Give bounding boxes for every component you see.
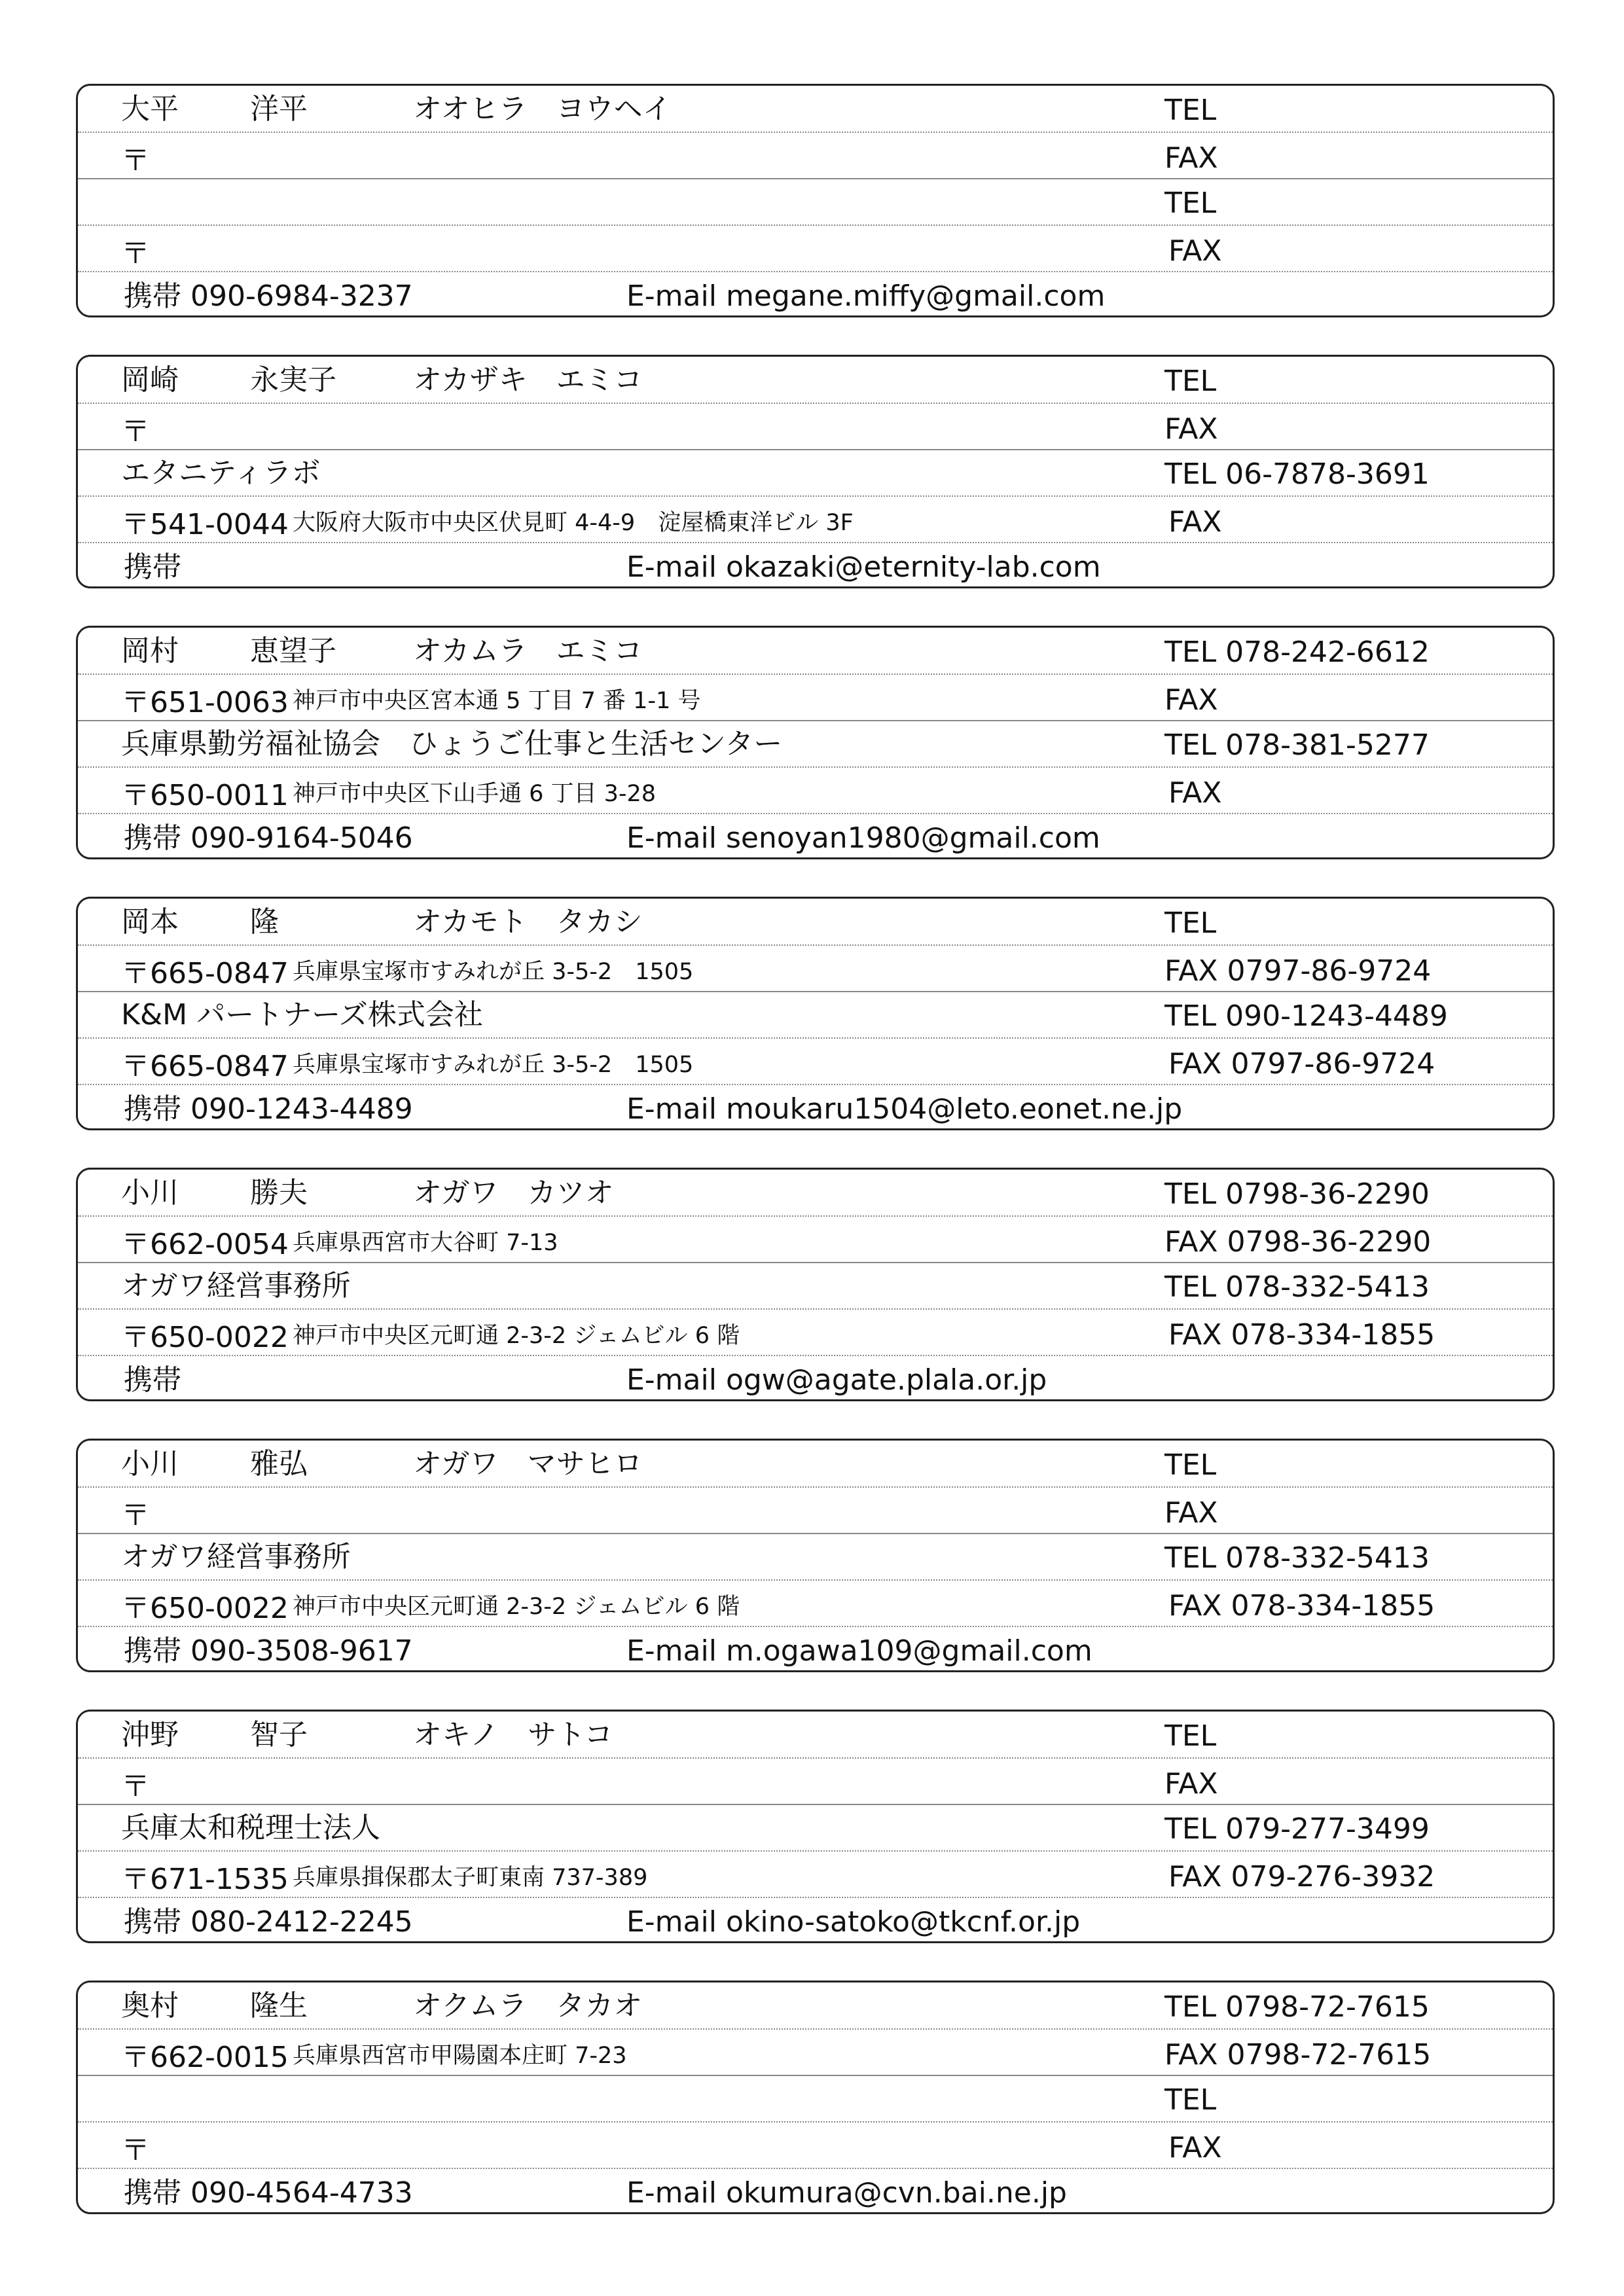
name-row bbox=[78, 628, 1553, 673]
name-kana: オクムラ タカオ bbox=[413, 1989, 643, 2022]
home-address: 兵庫県西宮市大谷町 7-13 bbox=[293, 1230, 558, 1256]
given-name: 智子 bbox=[250, 1718, 308, 1751]
work-tel: TEL bbox=[1164, 187, 1217, 220]
given-name: 雅弘 bbox=[250, 1447, 308, 1480]
home-tel: TEL bbox=[1164, 906, 1217, 940]
mobile-number: 携帯 090-4564-4733 bbox=[124, 2176, 413, 2210]
home-fax: FAX 0797-86-9724 bbox=[1164, 954, 1432, 988]
contact-card bbox=[76, 1439, 1555, 1672]
mobile-number: 携帯 080-2412-2245 bbox=[124, 1905, 413, 1939]
work-zip: 〒671-1535 bbox=[121, 1863, 289, 1896]
home-fax: FAX bbox=[1164, 412, 1218, 446]
contact-card bbox=[76, 84, 1555, 317]
mobile-number: 携帯 bbox=[124, 1363, 181, 1397]
given-name: 勝夫 bbox=[250, 1176, 308, 1210]
family-name: 岡本 bbox=[121, 905, 179, 939]
company-row bbox=[78, 992, 1553, 1037]
contact-card bbox=[76, 355, 1555, 588]
family-name: 大平 bbox=[121, 92, 179, 126]
company-name: エタニティラボ bbox=[121, 456, 321, 490]
name-kana: オオヒラ ヨウヘイ bbox=[413, 92, 672, 126]
mobile-number: 携帯 bbox=[124, 550, 181, 584]
company-name: K&M パートナーズ株式会社 bbox=[121, 998, 483, 1031]
home-zip: 〒662-0015 bbox=[121, 2041, 289, 2074]
home-tel: TEL 0798-36-2290 bbox=[1164, 1177, 1430, 1211]
work-address-row bbox=[78, 767, 1553, 812]
mobile-number: 携帯 090-1243-4489 bbox=[124, 1092, 413, 1126]
work-zip: 〒541-0044 bbox=[121, 508, 289, 541]
work-tel: TEL 090-1243-4489 bbox=[1164, 999, 1448, 1033]
work-address: 神戸市中央区元町通 2-3-2 ジェムビル 6 階 bbox=[293, 1594, 740, 1620]
work-tel: TEL 078-332-5413 bbox=[1164, 1270, 1430, 1304]
given-name: 洋平 bbox=[250, 92, 308, 126]
work-fax: FAX bbox=[1168, 505, 1222, 539]
email-address: E-mail okino-satoko@tkcnf.or.jp bbox=[626, 1905, 1081, 1939]
work-zip: 〒650-0022 bbox=[121, 1321, 289, 1354]
home-fax: FAX bbox=[1164, 1767, 1218, 1801]
work-zip: 〒650-0022 bbox=[121, 1592, 289, 1625]
home-zip: 〒665-0847 bbox=[121, 957, 289, 990]
work-address: 神戸市中央区元町通 2-3-2 ジェムビル 6 階 bbox=[293, 1323, 740, 1349]
given-name: 永実子 bbox=[250, 363, 336, 397]
work-fax: FAX 078-334-1855 bbox=[1168, 1589, 1435, 1623]
work-fax: FAX 0797-86-9724 bbox=[1168, 1047, 1435, 1081]
name-kana: オガワ カツオ bbox=[413, 1176, 614, 1210]
email-address: E-mail senoyan1980@gmail.com bbox=[626, 821, 1100, 855]
name-kana: オカモト タカシ bbox=[413, 905, 643, 939]
mobile-email-row bbox=[78, 814, 1553, 859]
given-name: 隆 bbox=[250, 905, 279, 939]
company-name: オガワ経営事務所 bbox=[121, 1269, 351, 1302]
home-zip: 〒 bbox=[121, 1770, 150, 1803]
work-address-row bbox=[78, 1851, 1553, 1896]
work-tel: TEL bbox=[1164, 2083, 1217, 2117]
name-row bbox=[78, 1170, 1553, 1215]
home-tel: TEL bbox=[1164, 365, 1217, 398]
work-tel: TEL 06-7878-3691 bbox=[1164, 457, 1430, 491]
home-fax: FAX 0798-36-2290 bbox=[1164, 1225, 1432, 1259]
mobile-email-row bbox=[78, 272, 1553, 317]
name-kana: オキノ サトコ bbox=[413, 1718, 613, 1751]
given-name: 恵望子 bbox=[250, 634, 336, 668]
work-fax: FAX 079-276-3932 bbox=[1168, 1860, 1435, 1893]
email-address: E-mail moukaru1504@leto.eonet.ne.jp bbox=[626, 1092, 1183, 1126]
home-tel: TEL bbox=[1164, 1448, 1217, 1482]
email-address: E-mail m.ogawa109@gmail.com bbox=[626, 1634, 1092, 1668]
home-address-row bbox=[78, 403, 1553, 448]
home-address: 兵庫県宝塚市すみれが丘 3-5-2 1505 bbox=[293, 959, 694, 985]
company-row bbox=[78, 450, 1553, 495]
work-zip: 〒665-0847 bbox=[121, 1050, 289, 1083]
mobile-email-row bbox=[78, 1085, 1553, 1130]
work-address-row bbox=[78, 1309, 1553, 1354]
home-tel: TEL 078-242-6612 bbox=[1164, 636, 1430, 669]
name-row bbox=[78, 357, 1553, 402]
family-name: 奥村 bbox=[121, 1989, 179, 2022]
work-address: 神戸市中央区下山手通 6 丁目 3-28 bbox=[293, 781, 657, 807]
company-row bbox=[78, 1804, 1553, 1850]
mobile-email-row bbox=[78, 1355, 1553, 1401]
mobile-email-row bbox=[78, 543, 1553, 588]
email-address: E-mail megane.miffy@gmail.com bbox=[626, 279, 1106, 313]
home-tel: TEL bbox=[1164, 94, 1217, 127]
home-zip: 〒651-0063 bbox=[121, 686, 289, 719]
contact-card bbox=[76, 1710, 1555, 1943]
home-address-row bbox=[78, 1758, 1553, 1803]
home-fax: FAX bbox=[1164, 1496, 1218, 1530]
company-name: 兵庫県勤労福祉協会 ひょうご仕事と生活センター bbox=[121, 727, 783, 761]
work-tel: TEL 078-381-5277 bbox=[1164, 728, 1430, 762]
mobile-email-row bbox=[78, 1626, 1553, 1672]
work-fax: FAX bbox=[1168, 234, 1222, 268]
home-fax: FAX bbox=[1164, 141, 1218, 175]
name-kana: オカムラ エミコ bbox=[413, 634, 643, 668]
home-address: 神戸市中央区宮本通 5 丁目 7 番 1-1 号 bbox=[293, 688, 701, 714]
home-tel: TEL bbox=[1164, 1719, 1217, 1753]
home-address-row bbox=[78, 2029, 1553, 2074]
work-fax: FAX 078-334-1855 bbox=[1168, 1318, 1435, 1352]
work-address-row bbox=[78, 1580, 1553, 1625]
family-name: 小川 bbox=[121, 1176, 179, 1210]
home-address-row bbox=[78, 1487, 1553, 1532]
home-zip: 〒 bbox=[121, 415, 150, 448]
home-address-row bbox=[78, 674, 1553, 719]
work-address-row bbox=[78, 496, 1553, 541]
contact-card bbox=[76, 897, 1555, 1130]
company-row bbox=[78, 1534, 1553, 1579]
family-name: 沖野 bbox=[121, 1718, 179, 1751]
work-address: 兵庫県宝塚市すみれが丘 3-5-2 1505 bbox=[293, 1052, 694, 1078]
work-zip: 〒 bbox=[121, 2134, 150, 2167]
home-fax: FAX 0798-72-7615 bbox=[1164, 2038, 1432, 2072]
company-row bbox=[78, 2075, 1553, 2121]
home-fax: FAX bbox=[1164, 683, 1218, 717]
name-kana: オガワ マサヒロ bbox=[413, 1447, 643, 1480]
mobile-email-row bbox=[78, 2168, 1553, 2214]
work-address-row bbox=[78, 1038, 1553, 1083]
work-address-row bbox=[78, 225, 1553, 270]
work-fax: FAX bbox=[1168, 2131, 1222, 2164]
home-zip: 〒 bbox=[121, 1499, 150, 1532]
family-name: 小川 bbox=[121, 1447, 179, 1480]
email-address: E-mail ogw@agate.plala.or.jp bbox=[626, 1363, 1047, 1397]
work-address-row bbox=[78, 2122, 1553, 2167]
work-tel: TEL 078-332-5413 bbox=[1164, 1541, 1430, 1575]
given-name: 隆生 bbox=[250, 1989, 308, 2022]
work-address: 兵庫県揖保郡太子町東南 737-389 bbox=[293, 1865, 648, 1891]
home-address-row bbox=[78, 132, 1553, 177]
company-name: オガワ経営事務所 bbox=[121, 1540, 351, 1573]
home-address-row bbox=[78, 945, 1553, 990]
home-address: 兵庫県西宮市甲陽園本庄町 7-23 bbox=[293, 2043, 627, 2069]
company-row bbox=[78, 179, 1553, 224]
name-kana: オカザキ エミコ bbox=[413, 363, 643, 397]
work-tel: TEL 079-277-3499 bbox=[1164, 1812, 1430, 1846]
company-name: 兵庫太和税理士法人 bbox=[121, 1811, 380, 1844]
work-zip: 〒 bbox=[121, 237, 150, 270]
name-row bbox=[78, 1982, 1553, 2028]
email-address: E-mail okazaki@eternity-lab.com bbox=[626, 550, 1101, 584]
company-row bbox=[78, 1263, 1553, 1308]
work-fax: FAX bbox=[1168, 776, 1222, 810]
family-name: 岡村 bbox=[121, 634, 179, 668]
mobile-number: 携帯 090-3508-9617 bbox=[124, 1634, 413, 1668]
name-row bbox=[78, 1441, 1553, 1486]
work-zip: 〒650-0011 bbox=[121, 779, 289, 812]
mobile-email-row bbox=[78, 1897, 1553, 1943]
work-address: 大阪府大阪市中央区伏見町 4-4-9 淀屋橋東洋ビル 3F bbox=[293, 510, 854, 536]
name-row bbox=[78, 1712, 1553, 1757]
contact-card bbox=[76, 1168, 1555, 1401]
mobile-number: 携帯 090-6984-3237 bbox=[124, 279, 413, 313]
home-zip: 〒 bbox=[121, 144, 150, 177]
contact-card bbox=[76, 1981, 1555, 2214]
home-address-row bbox=[78, 1216, 1553, 1261]
home-tel: TEL 0798-72-7615 bbox=[1164, 1990, 1430, 2024]
email-address: E-mail okumura@cvn.bai.ne.jp bbox=[626, 2176, 1067, 2210]
home-zip: 〒662-0054 bbox=[121, 1228, 289, 1261]
company-row bbox=[78, 721, 1553, 766]
name-row bbox=[78, 899, 1553, 944]
mobile-number: 携帯 090-9164-5046 bbox=[124, 821, 413, 855]
contact-card bbox=[76, 626, 1555, 859]
name-row bbox=[78, 86, 1553, 131]
family-name: 岡崎 bbox=[121, 363, 179, 397]
